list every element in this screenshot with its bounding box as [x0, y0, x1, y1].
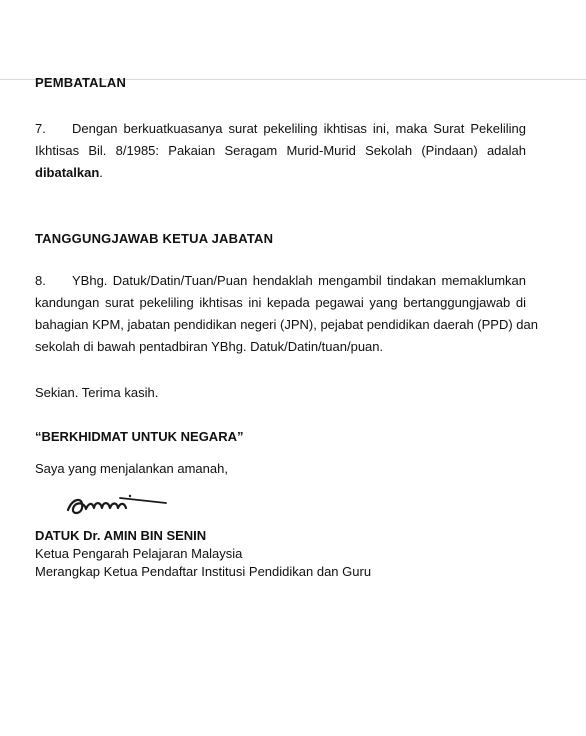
paragraph-7-line-1: [35, 118, 526, 140]
signatory-title-2: Merangkap Ketua Pendaftar Institusi Pendidikan dan Guru: [35, 564, 372, 579]
paragraph-8-line-2: kandungan surat pekeliling ikhtisas ini kepada pegawai yang bertanggungjawab di: [35, 295, 526, 310]
paragraph-7-end: .: [99, 165, 103, 180]
section-heading-responsibility: TANGGUNGJAWAB KETUA JABATAN: [35, 231, 274, 246]
cancelled-word: dibatalkan: [35, 165, 100, 180]
paragraph-number: 7.: [35, 121, 46, 136]
paragraph-7-line-2: Ikhtisas Bil. 8/1985: Pakaian Seragam Murid-Murid Sekolah (Pindaan) adalah: [35, 143, 526, 158]
paragraph-8-line-1: [35, 270, 526, 292]
paragraph-8-text-1: YBhg. Datuk/Datin/Tuan/Puan hendaklah mengambil tindakan memaklumkan: [72, 273, 526, 288]
closing-motto: “BERKHIDMAT UNTUK NEGARA”: [35, 429, 244, 444]
paragraph-7-line-3: [35, 162, 526, 184]
closing-trust: Saya yang menjalankan amanah,: [35, 461, 228, 476]
signatory-name: DATUK Dr. AMIN BIN SENIN: [35, 528, 207, 543]
paragraph-8: [35, 270, 538, 358]
paragraph-8-line-4: sekolah di bawah pentadbiran YBhg. Datuk/Datin/tuan/puan.: [35, 339, 384, 354]
section-heading-cancellation: PEMBATALAN: [35, 75, 127, 90]
paragraph-7: [35, 118, 526, 184]
paragraph-8-line-3: bahagian KPM, jabatan pendidikan negeri (JPN), pejabat pendidikan daerah (PPD) dan: [35, 317, 538, 332]
signatory-title-1: Ketua Pengarah Pelajaran Malaysia: [35, 546, 243, 561]
paragraph-7-text-1: Dengan berkuatkuasanya surat pekeliling ikhtisas ini, maka Surat Pekeliling: [72, 121, 526, 136]
paragraph-number: 8.: [35, 273, 46, 288]
handwritten-signature: [62, 484, 172, 524]
closing-thanks: Sekian. Terima kasih.: [35, 385, 159, 400]
